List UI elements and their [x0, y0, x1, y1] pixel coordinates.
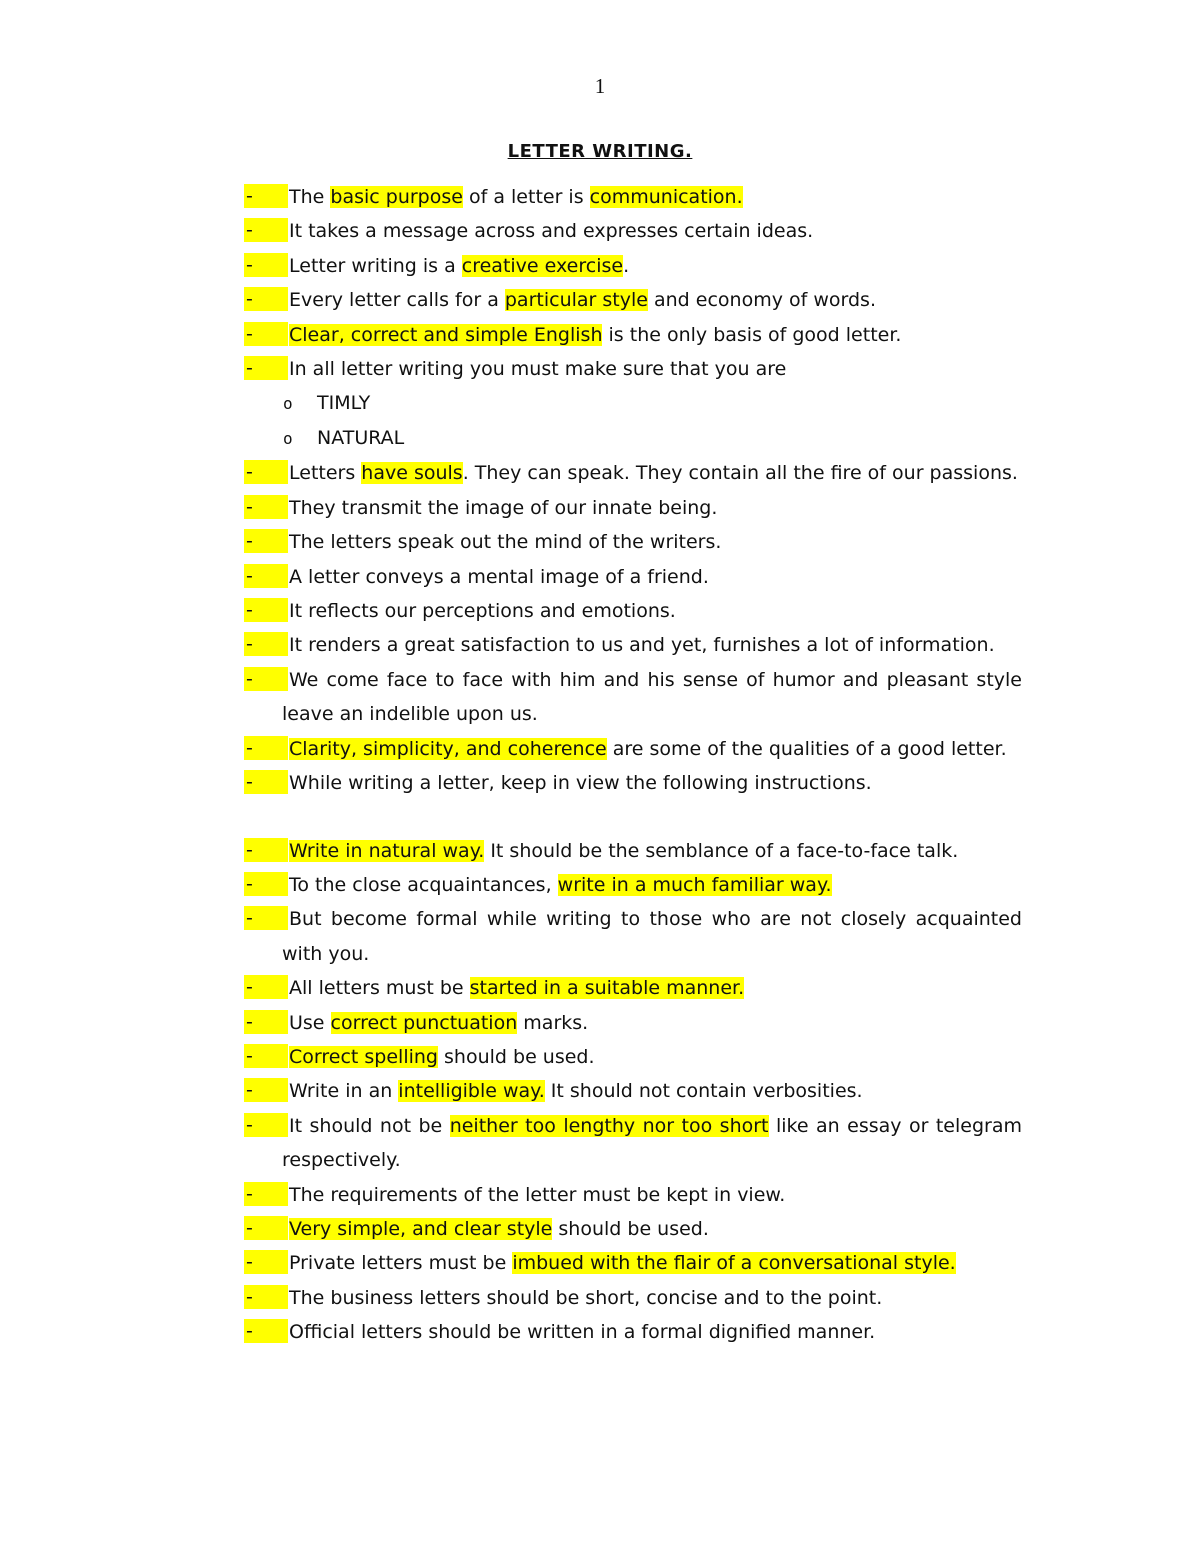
- dash-bullet-marker: -: [244, 1010, 288, 1034]
- page-number: 1: [594, 74, 606, 98]
- list-item: [0, 352, 1022, 386]
- sub-list-item: [0, 421, 1200, 456]
- list-item-text: [282, 732, 1022, 766]
- list-item-text: [282, 1109, 1022, 1178]
- list-item: [0, 1074, 1022, 1108]
- list-item-text: [282, 1074, 1022, 1108]
- dash-bullet-marker: -: [244, 322, 288, 346]
- dash-bullet-marker: -: [244, 287, 288, 311]
- list-item-text: [282, 971, 1022, 1005]
- text-segment: should be used.: [552, 1217, 709, 1240]
- list-item-text: [282, 1281, 1022, 1315]
- dash-bullet-marker: -: [244, 356, 288, 380]
- text-segment: should be used.: [437, 1045, 595, 1068]
- text-segment: But become formal while writing to those who are not closely acquainted with you.: [282, 908, 1022, 965]
- list-item-text: [282, 594, 1022, 628]
- dash-bullet-marker: -: [244, 1319, 288, 1343]
- list-item: [0, 1109, 1022, 1178]
- dash-bullet-marker: -: [244, 1044, 288, 1068]
- list-item: [0, 456, 1022, 490]
- text-segment: Letters: [289, 462, 362, 485]
- highlighted-text: Correct spelling: [289, 1045, 438, 1068]
- list-item-text: [282, 663, 1022, 732]
- text-segment: It should be the semblance of a face-to-face talk.: [484, 839, 959, 862]
- text-segment: Official letters should be written in a formal dignified manner.: [289, 1321, 876, 1344]
- dash-bullet-marker: -: [244, 770, 288, 794]
- dash-bullet-marker: -: [244, 872, 288, 896]
- list-item: [0, 971, 1022, 1005]
- sub-list-item: [0, 386, 1200, 421]
- text-segment: To the close acquaintances,: [289, 873, 558, 896]
- list-item: [0, 868, 1022, 902]
- list-item-text: [282, 902, 1022, 971]
- highlighted-text: correct punctuation: [330, 1011, 518, 1034]
- text-segment: It takes a message across and expresses certain ideas.: [289, 220, 814, 243]
- dash-bullet-marker: -: [244, 975, 288, 999]
- bullet-list: [0, 180, 1200, 1350]
- list-item: [0, 1006, 1022, 1040]
- text-segment: It renders a great satisfaction to us and yet, furnishes a lot of information.: [289, 634, 995, 657]
- dash-bullet-marker: -: [244, 1113, 288, 1137]
- list-item: [0, 180, 1022, 214]
- text-segment: A letter conveys a mental image of a friend.: [289, 565, 709, 588]
- list-item: [0, 902, 1022, 971]
- text-segment: . They can speak. They contain all the fire of our passions.: [462, 462, 1018, 485]
- text-segment: Write in an: [289, 1080, 399, 1103]
- highlighted-text: creative exercise: [461, 254, 624, 277]
- text-segment: of a letter is: [462, 186, 590, 208]
- list-item-text: [282, 456, 1022, 490]
- dash-bullet-marker: -: [244, 1216, 288, 1240]
- highlighted-text: started in a suitable manner.: [469, 977, 745, 1000]
- text-segment: Private letters must be: [289, 1252, 513, 1275]
- dash-bullet-marker: -: [244, 598, 288, 622]
- list-item: [0, 1315, 1022, 1349]
- text-segment: The: [289, 186, 331, 208]
- list-item-text: [282, 525, 1022, 559]
- list-item: [0, 732, 1022, 766]
- highlighted-text: write in a much familiar way.: [557, 873, 832, 896]
- text-segment: The letters speak out the mind of the writers.: [289, 531, 722, 554]
- highlighted-text: communication.: [589, 186, 743, 208]
- text-segment: The requirements of the letter must be kept in view.: [289, 1183, 786, 1206]
- list-item: [0, 1212, 1022, 1246]
- text-segment: It should not be: [289, 1114, 450, 1137]
- list-item: [0, 318, 1022, 352]
- text-segment: We come face to face with him and his sense of humor and pleasant style leave an indelible upon us.: [282, 668, 1022, 726]
- list-item: [0, 766, 1022, 800]
- list-item: [0, 560, 1022, 594]
- text-segment: .: [623, 254, 630, 277]
- dash-bullet-marker: -: [244, 495, 288, 519]
- list-item-text: [282, 214, 1022, 248]
- highlighted-text: Very simple, and clear style: [289, 1217, 553, 1240]
- list-item-text: [282, 834, 1022, 868]
- text-segment: Letter writing is a: [289, 254, 462, 277]
- list-item-text: [282, 628, 1022, 662]
- dash-bullet-marker: -: [244, 1182, 288, 1206]
- highlighted-text: imbued with the flair of a conversational style.: [512, 1252, 956, 1275]
- text-segment: and economy of words.: [647, 289, 876, 312]
- sub-bullet-marker: o: [283, 429, 293, 449]
- text-segment: marks.: [517, 1011, 589, 1034]
- list-item-text: [282, 491, 1022, 525]
- list-item-text: [282, 1178, 1022, 1212]
- sub-bullet-marker: o: [283, 394, 293, 414]
- text-segment: like an essay or telegram respectively.: [282, 1114, 1022, 1172]
- dash-bullet-marker: -: [244, 1078, 288, 1102]
- dash-bullet-marker: -: [244, 184, 288, 208]
- text-segment: is the only basis of good letter.: [602, 323, 902, 346]
- highlighted-text: intelligible way.: [398, 1080, 545, 1103]
- sub-list-item-text: NATURAL: [317, 427, 405, 450]
- list-item-text: [282, 352, 1022, 386]
- highlighted-text: Write in natural way.: [289, 839, 485, 862]
- text-segment: Use: [289, 1011, 331, 1034]
- list-item-text: [282, 1212, 1022, 1246]
- list-item: [0, 1281, 1022, 1315]
- list-item-text: [282, 766, 1022, 800]
- list-item: [0, 1178, 1022, 1212]
- dash-bullet-marker: -: [244, 736, 288, 760]
- list-item-text: [282, 1315, 1022, 1349]
- list-item-text: [282, 180, 1022, 214]
- list-item: [0, 283, 1022, 317]
- dash-bullet-marker: -: [244, 906, 288, 930]
- text-segment: The business letters should be short, concise and to the point.: [289, 1286, 883, 1309]
- dash-bullet-marker: -: [244, 838, 288, 862]
- list-item-text: [282, 249, 1022, 283]
- dash-bullet-marker: -: [244, 253, 288, 277]
- dash-bullet-marker: -: [244, 667, 288, 691]
- sub-list-item-text: TIMLY: [317, 392, 371, 415]
- dash-bullet-marker: -: [244, 564, 288, 588]
- text-segment: While writing a letter, keep in view the following instructions.: [289, 772, 872, 795]
- dash-bullet-marker: -: [244, 632, 288, 656]
- text-segment: They transmit the image of our innate being.: [289, 496, 718, 519]
- list-item: [0, 594, 1022, 628]
- document-title: LETTER WRITING.: [507, 141, 693, 162]
- dash-bullet-marker: -: [244, 529, 288, 553]
- text-segment: It reflects our perceptions and emotions.: [289, 600, 676, 623]
- highlighted-text: basic purpose: [330, 186, 463, 208]
- text-segment: In all letter writing you must make sure that you are: [289, 358, 787, 381]
- list-item: [0, 1246, 1022, 1280]
- list-item: [0, 491, 1022, 525]
- list-item: [0, 663, 1022, 732]
- text-segment: Every letter calls for a: [289, 289, 505, 312]
- highlighted-text: particular style: [504, 289, 648, 312]
- list-item: [0, 525, 1022, 559]
- list-item: [0, 628, 1022, 662]
- list-item: [0, 214, 1022, 248]
- list-item: [0, 834, 1022, 868]
- dash-bullet-marker: -: [244, 1285, 288, 1309]
- highlighted-text: Clear, correct and simple English: [289, 323, 603, 346]
- list-item: [0, 249, 1022, 283]
- highlighted-text: have souls: [361, 462, 463, 485]
- highlighted-text: neither too lengthy nor too short: [449, 1114, 769, 1137]
- list-item-text: [282, 1040, 1022, 1074]
- text-segment: All letters must be: [289, 977, 470, 1000]
- text-segment: are some of the qualities of a good letter.: [606, 737, 1007, 760]
- list-item: [0, 1040, 1022, 1074]
- dash-bullet-marker: -: [244, 1250, 288, 1274]
- highlighted-text: Clarity, simplicity, and coherence: [289, 737, 607, 760]
- list-item-text: [282, 318, 1022, 352]
- list-item-text: [282, 1246, 1022, 1280]
- list-item-text: [282, 560, 1022, 594]
- dash-bullet-marker: -: [244, 460, 288, 484]
- list-item-text: [282, 1006, 1022, 1040]
- list-item-text: [282, 283, 1022, 317]
- blank-line: [0, 801, 1200, 834]
- dash-bullet-marker: -: [244, 218, 288, 242]
- list-item-text: [282, 868, 1022, 902]
- text-segment: It should not contain verbosities.: [544, 1080, 863, 1103]
